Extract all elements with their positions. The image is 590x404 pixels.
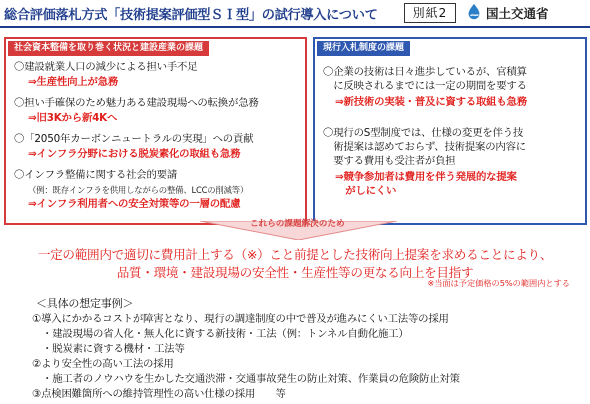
- issue-response: ⇒インフラ分野における脱炭素化の取組も急務: [28, 148, 241, 160]
- issue-response-cont: がしにくい: [335, 185, 397, 197]
- bidding-system-issues-panel: [313, 37, 587, 225]
- examples-heading: ＜具体の想定事例＞: [36, 297, 134, 310]
- issue-item: 〇企業の技術は日々進歩しているが、官積算: [323, 66, 527, 78]
- issue-example: （例：既存インフラを供用しながらの整備、LCCの削減等）: [28, 185, 249, 195]
- construction-industry-issues-panel: [4, 37, 307, 225]
- issue-item: 〇担い手確保のため魅力ある建設現場への転換が急務: [14, 97, 259, 109]
- issue-item: 〇「2050年カーボンニュートラルの実現」への貢献: [14, 133, 254, 145]
- issue-item-cont: 要する費用も受注者が負担: [323, 155, 456, 167]
- issue-item: 〇現行のS型制度では、仕様の変更を伴う技: [323, 127, 524, 139]
- issue-item-cont: に反映されるまでには一定の期間を要する: [323, 80, 527, 92]
- example-subitem: ・施工者のノウハウを生かした交通渋滞・交通事故発生の防止対策、作業員の危険防止対策: [42, 373, 460, 385]
- panel-title: 社会資本整備を取り巻く状況と建設産業の課題: [8, 41, 209, 56]
- panel-title: 現行入札制度の課題: [317, 41, 410, 56]
- issue-response: ⇒生産性向上が急務: [28, 76, 119, 88]
- issue-item: 〇インフラ整備に関する社会的要請: [14, 169, 178, 181]
- example-subitem: ・脱炭素に資する機材・工法等: [42, 343, 185, 355]
- example-item: ①導入にかかるコストが障害となり、現行の調達制度の中で普及が進みにくい工法等の採用: [32, 313, 449, 325]
- issue-response: ⇒旧3Kから新4Kへ: [28, 112, 118, 124]
- organization-name: 国土交通省: [486, 6, 549, 21]
- issue-response: ⇒新技術の実装・普及に資する取組も急務: [335, 96, 527, 108]
- example-item: ②より安全性の高い工法の採用: [32, 358, 174, 370]
- example-item: ③点検困難箇所への維持管理性の高い仕様の採用 等: [32, 388, 286, 400]
- goal-note: ※当面は予定価格の5%の範囲内とする: [427, 278, 570, 288]
- page-title: 総合評価落札方式「技術提案評価型ＳＩ型」の試行導入について: [4, 8, 378, 23]
- appendix-badge: 別紙2: [404, 3, 456, 23]
- goal-line-1: 一定の範囲内で適切に費用計上する（※）こと前提とした技術向上提案を求めることにより、: [37, 247, 553, 262]
- issue-item: 〇建設就業人口の減少による担い手不足: [14, 61, 198, 73]
- example-subitem: ・建設現場の省人化・無人化に資する新技術・工法（例：トンネル自動化施工）: [42, 328, 409, 340]
- header-divider: [0, 26, 590, 28]
- goal-line-2: 品質・環境・建設現場の安全性・生産性等の更なる向上を目指す: [116, 265, 474, 280]
- arrow-label: これらの課題解決のため: [250, 219, 345, 229]
- mlit-logo-icon: [465, 3, 483, 21]
- issue-response: ⇒競争参加者は費用を伴う発展的な提案: [335, 171, 517, 183]
- issue-item-cont: 術提案は認めておらず、技術提案の内容に: [323, 141, 526, 153]
- issue-response: ⇒インフラ利用者への安全対策等の一層の配慮: [28, 198, 241, 210]
